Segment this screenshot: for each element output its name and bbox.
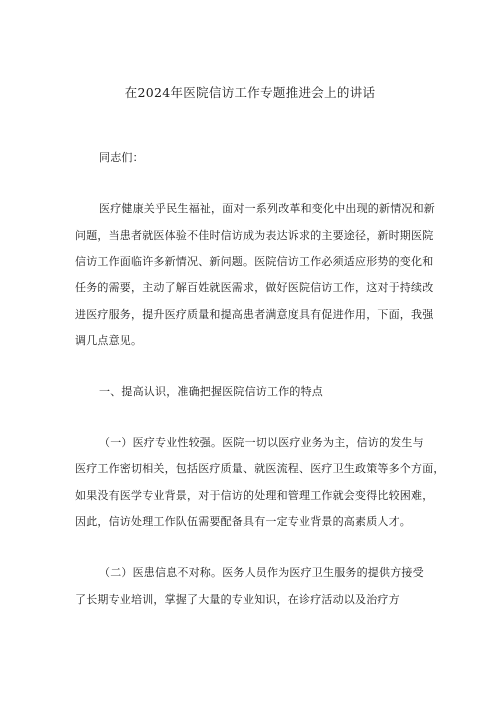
paragraph-line: 调几点意见。 (75, 334, 143, 347)
paragraph-line: 医疗工作密切相关，包括医疗质量、就医流程、医疗卫生政策等多个方面， (75, 462, 445, 475)
paragraph-line: 进医疗服务，提升医疗质量和提高患者满意度具有促进作用，下面，我强 (75, 308, 434, 321)
paragraph-line: 如果没有医学专业背景，对于信访的处理和管理工作就会变得比较困难， (75, 489, 434, 502)
document-title: 在2024年医院信访工作专题推进会上的讲话 (124, 85, 376, 100)
paragraph-line: 医疗健康关乎民生福祉，面对一系列改革和变化中出现的新情况和新 (99, 202, 435, 215)
section-heading: 一、提高认识，准确把握医院信访工作的特点 (99, 385, 323, 398)
paragraph-line: 问题，当患者就医体验不佳时信访成为表达诉求的主要途径，新时期医院 (75, 229, 434, 242)
salutation: 同志们： (99, 151, 144, 164)
paragraph-line: （二）医患信息不对称。医务人员作为医疗卫生服务的提供方接受 (99, 566, 424, 579)
paragraph-line: 信访工作面临许多新情况、新问题。医院信访工作必须适应形势的变化和 (75, 255, 434, 268)
paragraph-line: 任务的需要，主动了解百姓就医需求，做好医院信访工作，这对于持续改 (75, 281, 434, 294)
paragraph-line: 了长期专业培训，掌握了大量的专业知识，在诊疗活动以及治疗方 (75, 593, 400, 606)
paragraph-line: （一）医疗专业性较强。医院一切以医疗业务为主，信访的发生与 (99, 436, 424, 449)
paragraph-line: 因此，信访处理工作队伍需要配备具有一定专业背景的高素质人才。 (75, 515, 411, 528)
